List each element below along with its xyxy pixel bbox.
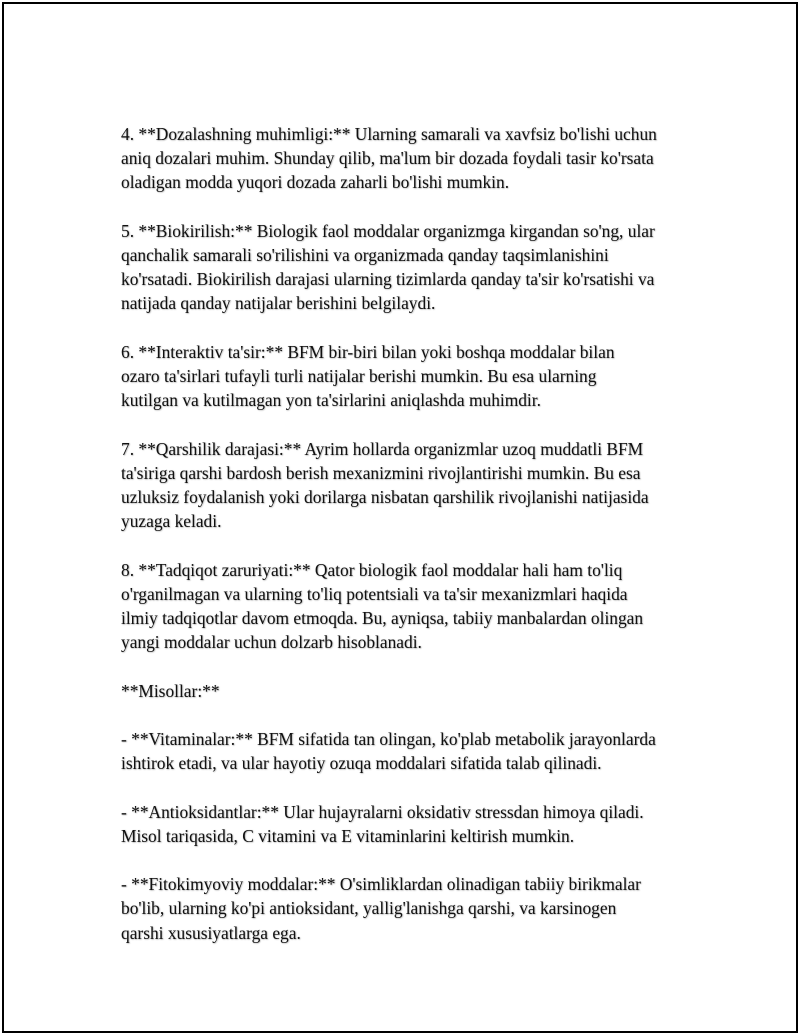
paragraph-interactive-effect: 6. **Interaktiv ta'sir:** BFM bir-biri bilan yoki boshqa moddalar bilan ozaro ta'sirlari tufayli turli natijalar berishi mumkin. Bu esa ularning kutilgan va kutilmagan yon ta'sirlarini aniqlashda muhimdir. xyxy=(121,341,615,411)
paragraph-bioavailability: 5. **Biokirilish:** Biologik faol moddalar organizmga kirgandan so'ng, ular qanchalik samarali so'rilishini va organizmada qanday taqsimlanishini ko'rsatadi. Biokirilish darajasi ularning tizimlarda qanday ta'sir ko'rsatishi va natijada qanday natijalar berishini belgilaydi. xyxy=(121,220,655,314)
paragraph-research-necessity: 8. **Tadqiqot zaruriyati:** Qator biologik faol moddalar hali ham to'liq o'rganilmagan va ularning to'liq potentsiali va ta'sir mexanizmlari haqida ilmiy tadqiqotlar davom etmoqda. Bu, ayniqsa, tabiiy manbalardan olingan yangi moddalar uchun dolzarb hisoblanadi. xyxy=(121,559,644,653)
paragraph-dosage-importance: 4. **Dozalashning muhimligi:** Ularning samarali va xavfsiz bo'lishi uchun aniq dozalari muhim. Shunday qilib, ma'lum bir dozada foydali tasir ko'rsata oladigan modda yuqori dozada zaharli bo'lishi mumkin. xyxy=(121,124,657,193)
paragraph-resistance-level: 7. **Qarshilik darajasi:** Ayrim hollarda organizmlar uzoq muddatli BFM ta'siriga qarshi bardosh berish mexanizmini rivojlantirishi mumkin. Bu esa uzluksiz foydalanish yoki dorilarga nisbatan qarshilik rivojlanishi natijasida yuzaga keladi. xyxy=(121,438,649,532)
list-item-antioxidants: - **Antioksidantlar:** Ular hujayralarni oksidativ stressdan himoya qiladi. Misol tariqasida, C vitamini va E vitaminlarini keltirish mumkin. xyxy=(121,801,644,846)
page-frame xyxy=(2,2,798,1033)
document-body xyxy=(121,122,691,969)
list-item-vitamins: - **Vitaminalar:** BFM sifatida tan olingan, ko'plab metabolik jarayonlarda ishtirok etadi, va ular hayotiy ozuqa moddalari sifatida talab qilinadi. xyxy=(121,728,656,774)
list-item-phytochemicals: - **Fitokimyoviy moddalar:** O'simliklardan olinadigan tabiiy birikmalar bo'lib, ularning ko'pi antioksidant, yallig'lanishga qarshi, va karsinogen qarshi xususiyatlarga ega. xyxy=(121,874,641,943)
examples-heading: **Misollar:** xyxy=(121,680,220,701)
